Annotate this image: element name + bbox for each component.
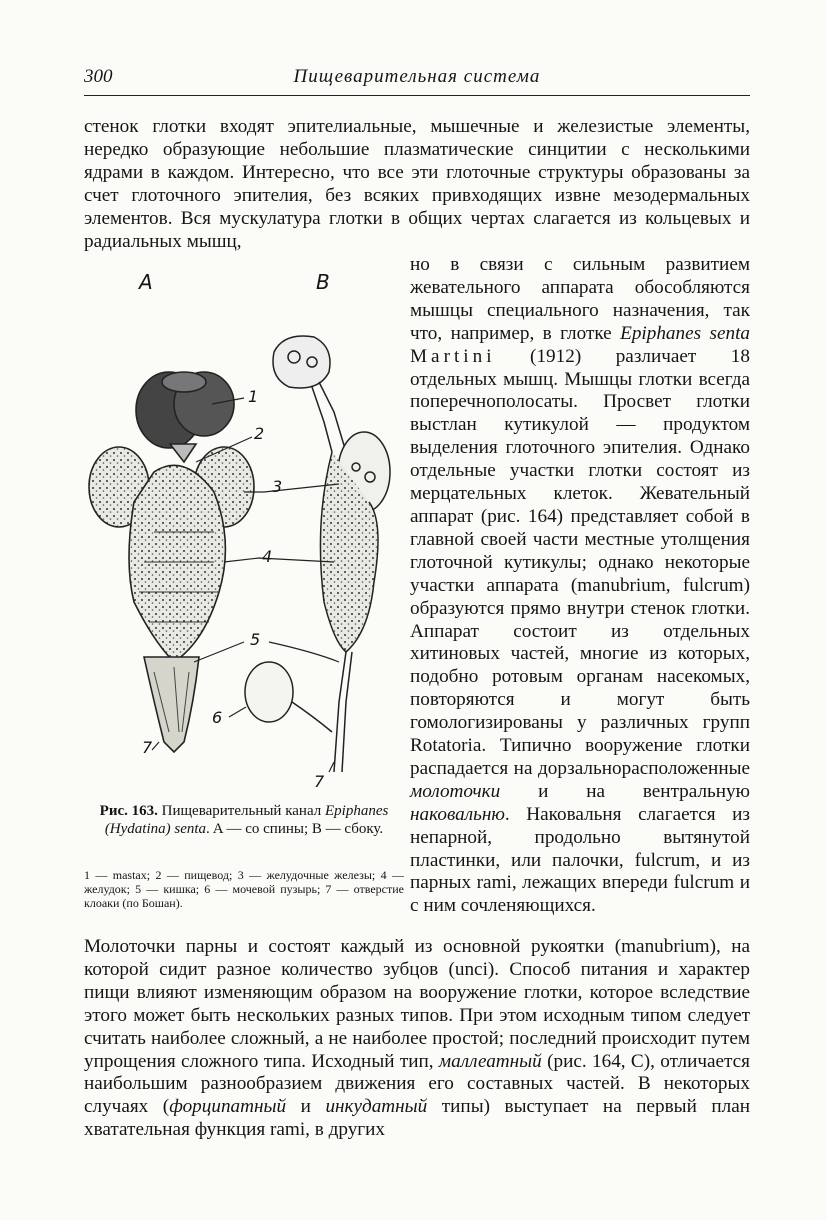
figure-number-7a: 7 <box>142 738 153 757</box>
figure-number-5: 5 <box>250 630 261 649</box>
figure-caption <box>84 802 404 838</box>
rc-author: Martini <box>410 345 496 367</box>
caption-text: Пищеварительный канал <box>157 803 325 819</box>
rc-part4: . Наковальня слагается из непарной, продольно вытянутой пластинки, или палочки, fulcrum, и из парных rami, лежащих впереди fulcrum и с ним сочленяющихся. <box>410 803 750 917</box>
header-rule <box>84 95 750 96</box>
rc-part2: (1912) различает 18 отдельных мышц. Мышцы глотки всегда поперечнополосаты. Просвет глотки выстлан кутикулой — продуктом выделения глоточного эпителия. Однако отдельные участки глотки состоят из мерцательных клеток. Жевательный аппарат (рис. 164) представляет собой в главной своей части местные утолщения глоточной кутикулы; однако некоторые участки аппарата (manubrium, fulcrum) образуются прямо внутри стенок глотки. Аппарат состоит из отдельных хитиновых частей, многие из которых, подобно ротовым органам насекомых, повторяются и могут быть гомологизированы у различных групп Rotatoria. Типично вооружение глотки распадается на дорзальнорасположенные <box>410 345 750 779</box>
pb-part4: типы) выступает на первый план хватательная функция rami, в других <box>84 1096 750 1141</box>
figure-number-3: 3 <box>272 477 283 496</box>
figure-label-b: B <box>316 270 330 294</box>
page-number: 300 <box>84 66 113 87</box>
figure-number-4: 4 <box>262 547 273 566</box>
paragraph-bottom <box>84 936 750 1142</box>
paragraph-bottom-text <box>84 936 750 1142</box>
rc-term1: молоточки <box>410 780 501 802</box>
figure-number-7b: 7 <box>314 772 325 791</box>
pb-term2: форципатный <box>169 1096 287 1118</box>
paragraph-top-text: стенок глотки входят эпителиальные, мышечные и железистые элементы, нередко образующие небольшие плазматические синцитии с несколькими ядрами в каждом. Интересно, что все эти глоточные структуры образованы за счет глоточного эпителия, без всяких привходящих извне мезодермальных элементов. Вся мускулатура глотки в общих чертах слагается из кольцевых и радиальных мышц, <box>84 116 750 252</box>
figure-163 <box>84 262 404 802</box>
right-column-text <box>410 254 750 918</box>
pb-term1: маллеатный <box>438 1050 542 1072</box>
rc-part3: и на вентральную <box>500 780 750 802</box>
pb-term3: инкудатный <box>325 1096 428 1118</box>
running-title: Пищеварительная система <box>293 66 541 87</box>
caption-species: Epiphanes (Hydatina) senta <box>104 803 389 837</box>
paragraph-right-column <box>410 254 750 918</box>
pb-part3: и <box>286 1096 326 1118</box>
figure-legend: 1 — mastax; 2 — пищевод; 3 — желудочные железы; 4 — желудок; 5 — кишка; 6 — мочевой пузырь; 7 — отверстие клоаки (по Бошан). <box>84 868 404 910</box>
figure-label-a: A <box>139 270 153 294</box>
rc-term2: наковальню <box>410 803 505 825</box>
paragraph-top <box>84 116 750 253</box>
rc-part1: но в связи с сильным развитием жевательного аппарата обособляются мышцы специального назначения, так что, например, в глотке <box>410 254 750 344</box>
page-header <box>84 66 750 94</box>
rc-species: Epiphanes senta <box>620 322 750 344</box>
pb-part1: Молоточки парны и состоят каждый из основной рукоятки (manubrium), на которой сидит разное количество зубцов (unci). Способ питания и характер пищи влияют изменяющим образом на вооружение глотки, которое вследствие этого может быть нескольких разных типов. При этом исходным типом следует считать наиболее сложный, а не наиболее простой; последний происходит путем упрощения сложного типа. Исходный тип, <box>84 936 750 1072</box>
pb-part2: (рис. 164, C), отличается наибольшим разнообразием движения его составных частей. В некоторых случаях ( <box>84 1050 750 1118</box>
figure-number-1: 1 <box>248 387 259 406</box>
figure-number-6: 6 <box>212 708 223 727</box>
figure-number-2: 2 <box>254 424 265 443</box>
caption-end: . A — со спины; B — сбоку. <box>206 821 384 837</box>
digestive-canal-drawing <box>84 262 404 802</box>
caption-label: Рис. 163. <box>99 803 158 819</box>
